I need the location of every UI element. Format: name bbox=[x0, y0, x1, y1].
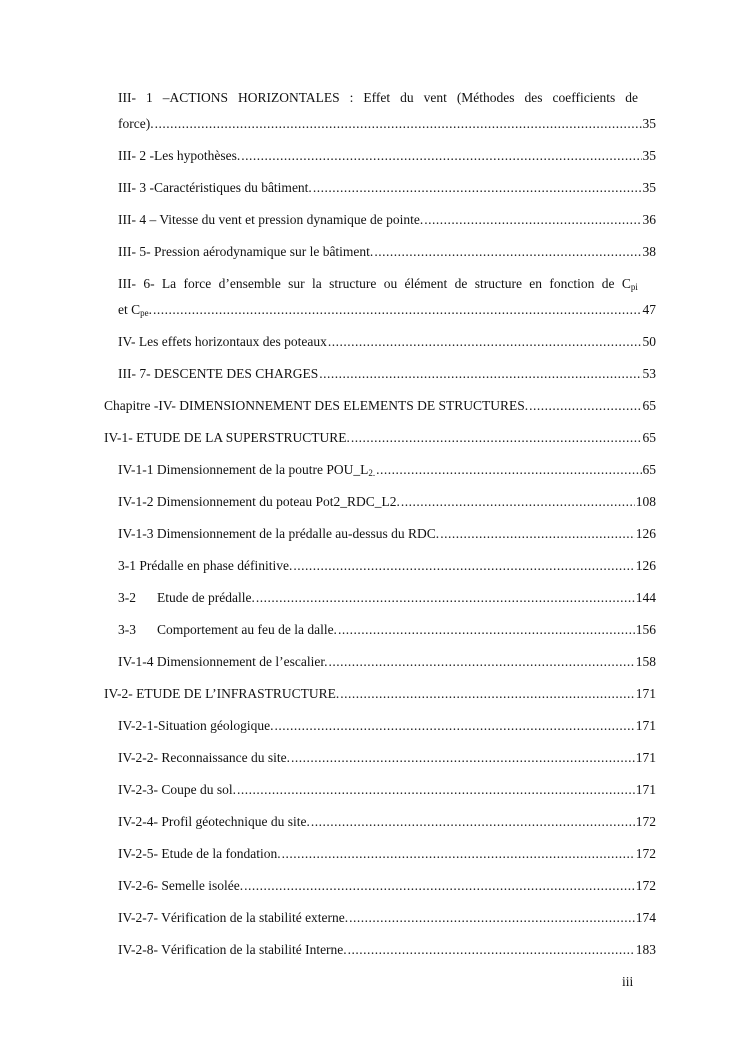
leader-dots bbox=[338, 622, 635, 638]
toc-entry-force-ensemble-line1: III- 6- La force d’ensemble sur la structure ou élément de structure en fonction de $C_{pi}$ bbox=[118, 276, 638, 292]
toc-entry[interactable]: IV-2-1-Situation géologique. ..... 171 bbox=[118, 718, 656, 734]
toc-entry[interactable]: 3-1 Prédalle en phase définitive. ..... 126 bbox=[118, 558, 656, 574]
leader-dots bbox=[282, 846, 635, 862]
leader-dots bbox=[376, 462, 641, 478]
page-number: 172 bbox=[635, 878, 656, 893]
leader-dots bbox=[293, 558, 634, 574]
toc-entry[interactable]: IV-2-6- Semelle isolée. ..... 172 bbox=[118, 878, 656, 894]
page-number: 171 bbox=[635, 686, 656, 701]
page-number: 65 bbox=[642, 398, 656, 413]
leader-dots bbox=[155, 116, 642, 132]
leader-dots bbox=[328, 334, 642, 350]
toc-entry[interactable]: 3-2 Etude de prédalle. ..... 144 bbox=[118, 590, 656, 606]
leader-dots bbox=[291, 750, 635, 766]
page-number: 35 bbox=[642, 180, 656, 195]
toc-entry[interactable]: IV-2-2- Reconnaissance du site. ..... 171 bbox=[118, 750, 656, 766]
leader-dots bbox=[349, 910, 635, 926]
leader-dots bbox=[313, 180, 642, 196]
toc-entry[interactable]: 3-3 Comportement au feu de la dalle. ..... 156 bbox=[118, 622, 656, 638]
leader-dots bbox=[340, 686, 635, 702]
page-number: 156 bbox=[635, 622, 656, 637]
toc-entry[interactable]: IV-2-5- Etude de la fondation. ..... 172 bbox=[118, 846, 656, 862]
toc-entry-actions-horizontales-line2[interactable]: force). ..... 35 bbox=[118, 116, 656, 132]
toc-entry-force-ensemble-line2[interactable]: et $C_{pe}$. ..... 47 bbox=[118, 302, 656, 318]
toc-entry[interactable]: IV-1-1 Dimensionnement de la poutre $POU\_L_{2.}$ ..... 65 bbox=[118, 462, 656, 478]
toc-entry[interactable]: III- 7- DESCENTE DES CHARGES ..... 53 bbox=[118, 366, 656, 382]
leader-dots bbox=[348, 942, 635, 958]
toc-entry[interactable]: IV-2-8- Vérification de la stabilité Interne. ..... 183 bbox=[118, 942, 656, 958]
leader-dots bbox=[241, 148, 641, 164]
page-number: 172 bbox=[635, 846, 656, 861]
page-number: 65 bbox=[642, 462, 656, 477]
toc-entry-section[interactable]: IV-2- ETUDE DE L’INFRASTRUCTURE. ..... 171 bbox=[104, 686, 656, 702]
leader-dots bbox=[374, 244, 641, 260]
leader-dots bbox=[237, 782, 635, 798]
toc-entry[interactable]: IV-2-3- Coupe du sol. ..... 171 bbox=[118, 782, 656, 798]
leader-dots bbox=[328, 654, 634, 670]
page-number: 171 bbox=[635, 718, 656, 733]
leader-dots bbox=[424, 212, 641, 228]
page-number: 50 bbox=[642, 334, 656, 349]
toc-entry[interactable]: III- 2 -Les hypothèses. ..... 35 bbox=[118, 148, 656, 164]
page-number: 171 bbox=[635, 782, 656, 797]
toc-entry-chapter[interactable]: Chapitre -IV- DIMENSIONNEMENT DES ELEMENTS DE STRUCTURES. ..... 65 bbox=[104, 398, 656, 414]
leader-dots bbox=[274, 718, 634, 734]
page-number: 144 bbox=[635, 590, 656, 605]
footer-page-number: iii bbox=[622, 974, 634, 989]
toc-entry[interactable]: III- 3 -Caractéristiques du bâtiment. ..... 35 bbox=[118, 180, 656, 196]
leader-dots bbox=[256, 590, 635, 606]
page-number: 158 bbox=[635, 654, 656, 669]
page-number: 65 bbox=[642, 430, 656, 445]
toc-entry[interactable]: IV-2-4- Profil géotechnique du site. ..... 172 bbox=[118, 814, 656, 830]
toc-entry[interactable]: III- 5- Pression aérodynamique sur le bâtiment. ..... 38 bbox=[118, 244, 656, 260]
leader-dots bbox=[311, 814, 635, 830]
page-number: 183 bbox=[635, 942, 656, 957]
page-number: 35 bbox=[642, 116, 656, 131]
toc-entry-section[interactable]: IV-1- ETUDE DE LA SUPERSTRUCTURE. ..... 65 bbox=[104, 430, 656, 446]
page-number: 171 bbox=[635, 750, 656, 765]
page-number: 126 bbox=[635, 558, 656, 573]
toc-entry[interactable]: IV-1-2 Dimensionnement du poteau Pot2_RDC_L2. ..... 108 bbox=[118, 494, 656, 510]
page-number: 36 bbox=[642, 212, 656, 227]
leader-dots bbox=[401, 494, 635, 510]
page-number: 172 bbox=[635, 814, 656, 829]
leader-dots bbox=[244, 878, 635, 894]
toc-entry[interactable]: IV-1-4 Dimensionnement de l’escalier. ..... 158 bbox=[118, 654, 656, 670]
page-number: 47 bbox=[642, 302, 656, 317]
leader-dots bbox=[529, 398, 641, 414]
leader-dots bbox=[440, 526, 635, 542]
toc-entry[interactable]: IV- Les effets horizontaux des poteaux ..... 50 bbox=[118, 334, 656, 350]
page-number: 174 bbox=[635, 910, 656, 925]
leader-dots bbox=[153, 302, 642, 318]
page-number: 53 bbox=[642, 366, 656, 381]
toc-entry-actions-horizontales-line1: III- 1 –ACTIONS HORIZONTALES : Effet du vent (Méthodes des coefficients de bbox=[118, 90, 638, 105]
page-number: 38 bbox=[642, 244, 656, 259]
page-number: 35 bbox=[642, 148, 656, 163]
toc-entry[interactable]: IV-2-7- Vérification de la stabilité externe. ..... 174 bbox=[118, 910, 656, 926]
leader-dots bbox=[319, 366, 641, 382]
leader-dots bbox=[351, 430, 642, 446]
page-number: 126 bbox=[635, 526, 656, 541]
page-number: 108 bbox=[635, 494, 656, 509]
toc-entry[interactable]: III- 4 – Vitesse du vent et pression dynamique de pointe. ..... 36 bbox=[118, 212, 656, 228]
toc-entry[interactable]: IV-1-3 Dimensionnement de la prédalle au-dessus du RDC. ..... 126 bbox=[118, 526, 656, 542]
